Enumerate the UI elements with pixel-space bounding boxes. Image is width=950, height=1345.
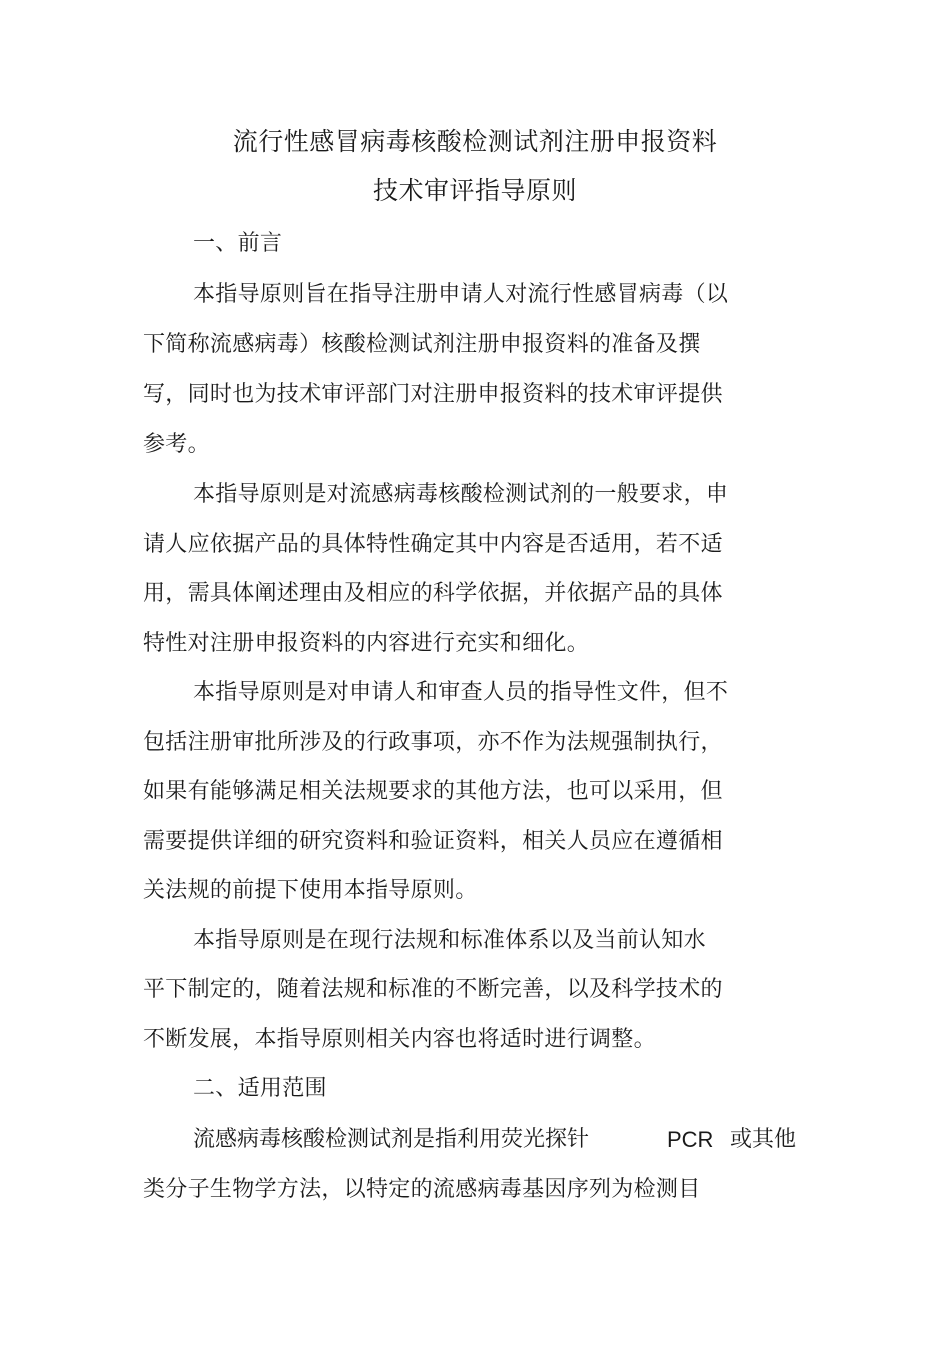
paragraph-line: 关法规的前提下使用本指导原则。 [143,878,478,903]
paragraph-line: 如果有能够满足相关法规要求的其他方法，也可以采用，但 [143,779,723,804]
paragraph-line: 本指导原则是对申请人和审查人员的指导性文件，但不 [193,680,729,705]
paragraph-line: 特性对注册申报资料的内容进行充实和细化。 [143,631,590,656]
paragraph-line: 不断发展，本指导原则相关内容也将适时进行调整。 [143,1027,656,1052]
paragraph-line: 本指导原则旨在指导注册申请人对流行性感冒病毒（以 [193,282,729,307]
paragraph-line: 包括注册审批所涉及的行政事项，亦不作为法规强制执行， [143,730,723,755]
document-title-line2: 技术审评指导原则 [372,176,577,205]
section-heading-scope: 二、适用范围 [193,1076,327,1101]
paragraph-line: 本指导原则是在现行法规和标准体系以及当前认知水 [193,928,706,953]
section-heading-preface: 一、前言 [193,231,283,256]
paragraph-line: 需要提供详细的研究资料和验证资料，相关人员应在遵循相 [143,829,723,854]
paragraph-line: 平下制定的，随着法规和标准的不断完善，以及科学技术的 [143,977,723,1002]
paragraph-line-part: 或其他 [730,1127,797,1152]
paragraph-line: 类分子生物学方法，以特定的流感病毒基因序列为检测目 [143,1177,701,1202]
paragraph-line-part: PCR [667,1127,714,1152]
paragraph-line: 用，需具体阐述理由及相应的科学依据，并依据产品的具体 [143,581,723,606]
paragraph-line: 参考。 [143,432,210,457]
paragraph-line: 下简称流感病毒）核酸检测试剂注册申报资料的准备及撰 [143,332,701,357]
paragraph-line: 请人应依据产品的具体特性确定其中内容是否适用，若不适 [143,532,723,557]
paragraph-line: 写，同时也为技术审评部门对注册申报资料的技术审评提供 [143,382,723,407]
document-title-line1: 流行性感冒病毒核酸检测试剂注册申报资料 [232,127,718,156]
paragraph-line-part: 流感病毒核酸检测试剂是指利用荧光探针 [193,1127,590,1152]
paragraph-line: 本指导原则是对流感病毒核酸检测试剂的一般要求，申 [193,482,729,507]
